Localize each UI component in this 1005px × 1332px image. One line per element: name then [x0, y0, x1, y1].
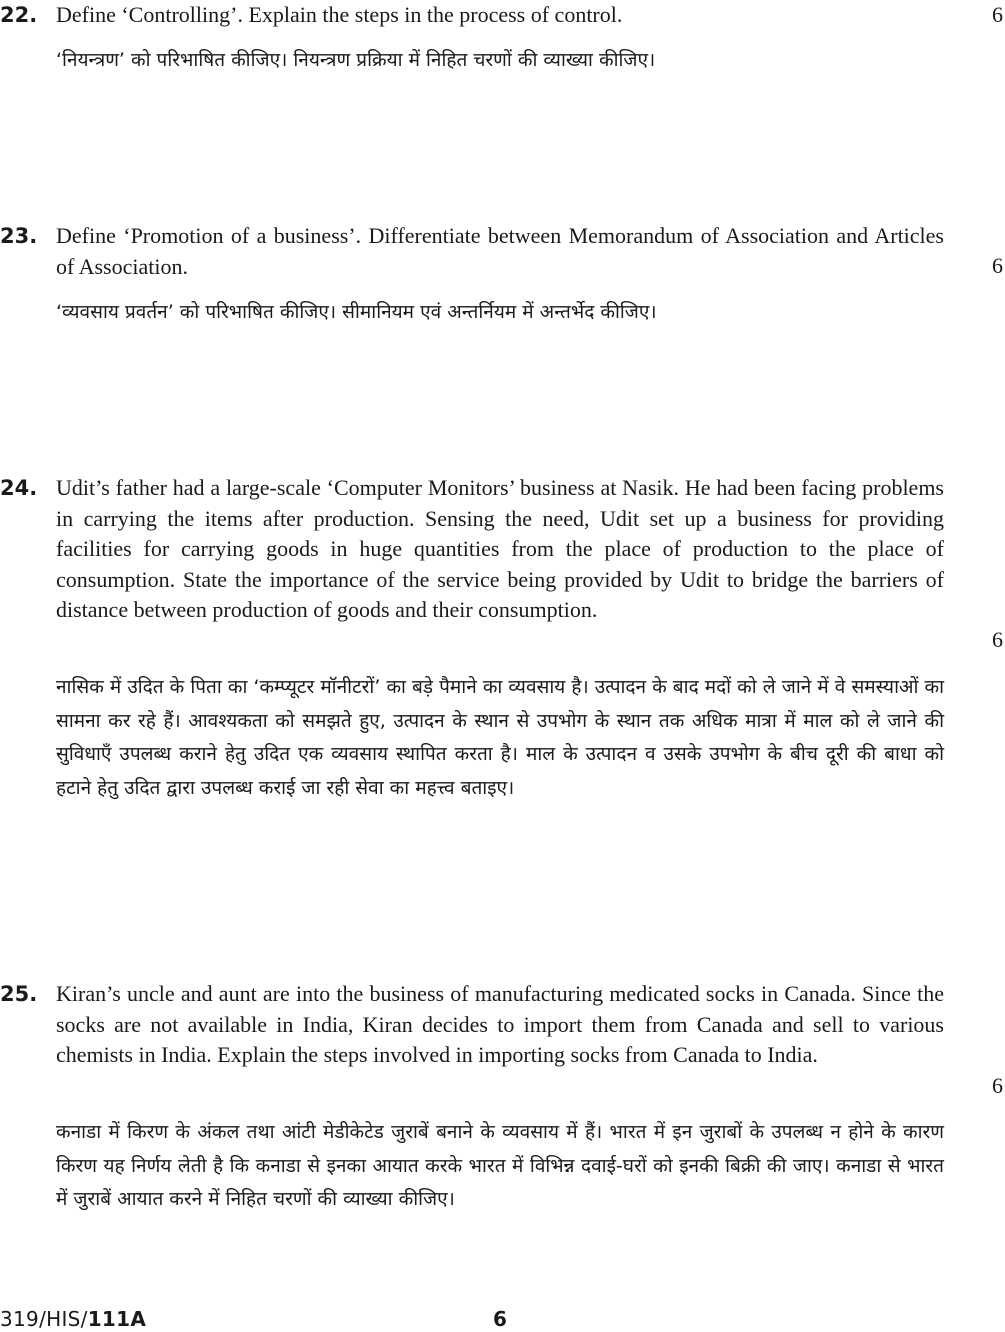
question-number: 24.: [0, 476, 38, 500]
question-25: [0, 979, 1005, 1249]
page-number: 6: [493, 1307, 507, 1331]
question-number: 22.: [0, 3, 38, 27]
paper-code-suffix: 111A: [87, 1307, 147, 1331]
question-text-english: Kiran’s uncle and aunt are into the business of manufacturing medicated socks in Canada. Since the socks are not available in India, Kiran decides to import them from Canada and sell to various chemists in India. Explain the steps involved in importing socks from Canada to India.: [56, 981, 944, 1067]
question-marks: 6: [992, 1073, 1003, 1098]
question-text-hindi: नासिक में उदित के पिता का ‘कम्प्यूटर मॉनीटरों’ का बड़े पैमाने का व्यवसाय है। उत्पादन के बाद मदों को ले जाने में वे समस्याओं का सामना कर रहे हैं। आवश्यकता को समझते हुए, उत्पादन के स्थान से उपभोग के स्थान तक अधिक मात्रा में माल को ले जाने की सुविधाएँ उपलब्ध कराने हेतु उदित एक व्यवसाय स्थापित करता है। माल के उत्पादन व उसके उपभोग के बीच दूरी की बाधा को हटाने हेतु उदित द्वारा उपलब्ध कराई जा रही सेवा का महत्त्व बताइए।: [56, 676, 944, 799]
paper-code-prefix: 319/HIS/: [0, 1307, 88, 1331]
question-number: 23.: [0, 224, 38, 248]
question-text-english: Define ‘Promotion of a business’. Differentiate between Memorandum of Association and Articles of Association.: [56, 223, 944, 279]
question-number: 25.: [0, 982, 38, 1006]
question-marks: 6: [992, 253, 1003, 278]
question-23: [0, 221, 1005, 331]
question-marks: 6: [992, 2, 1003, 27]
question-24: [0, 473, 1005, 843]
question-text-hindi: ‘व्यवसाय प्रवर्तन’ को परिभाषित कीजिए। सीमानियम एवं अन्तर्नियम में अन्तर्भेद कीजिए।: [56, 301, 657, 323]
question-text-english: Define ‘Controlling’. Explain the steps in the process of control.: [56, 2, 623, 27]
question-22: [0, 0, 1005, 80]
question-text-hindi: ‘नियन्त्रण’ को परिभाषित कीजिए। नियन्त्रण प्रक्रिया में निहित चरणों की व्याख्या कीजिए।: [56, 49, 656, 71]
paper-code: [0, 1306, 146, 1332]
question-text-hindi: कनाडा में किरण के अंकल तथा आंटी मेडीकेटेड जुराबें बनाने के व्यवसाय में हैं। भारत में इन जुराबों के उपलब्ध न होने के कारण किरण यह निर्णय लेती है कि कनाडा से इनका आयात करके भारत में विभिन्न दवाई-घरों को इनकी बिक्री की जाए। कनाडा से भारत में जुराबें आयात करने में निहित चरणों की व्याख्या कीजिए।: [56, 1121, 944, 1210]
question-marks: 6: [992, 627, 1003, 652]
question-text-english: Udit’s father had a large-scale ‘Computer Monitors’ business at Nasik. He had been facing problems in carrying the items after production. Sensing the need, Udit set up a business for providing facilities for carrying goods in huge quantities from the place of production to the place of consumption. State the importance of the service being provided by Udit to bridge the barriers of distance between production of goods and their consumption.: [56, 475, 944, 622]
